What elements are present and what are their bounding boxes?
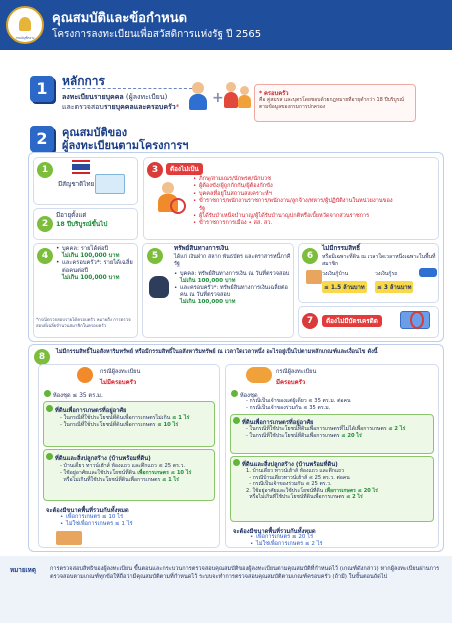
criterion-2-text-b: 18 ปีบริบูรณ์ขึ้นไป (56, 221, 108, 228)
criterion-3-number: 3 (147, 162, 163, 178)
c5-desc: ได้แก่ เงินฝาก สลาก พันธบัตร และตราสารหนี้ภาคีรัฐ (174, 254, 291, 267)
house-icon (56, 531, 82, 545)
check-icon (233, 459, 240, 466)
check-icon (44, 390, 51, 397)
check-icon (46, 405, 53, 412)
family-note-box (254, 84, 416, 122)
prohibited-item: • บุคคลที่อยู่ในสถานสงเคราะห์ฯ (193, 191, 398, 198)
car-icon (419, 268, 437, 277)
c8-text: ไม่มีกรรมสิทธิ์ในอสังหาริมทรัพย์ หรือมีกรรมสิทธิ์ในอสังหาริมทรัพย์ ณ เวลาใดเวลาหนึ่ง อะไรอยู่เป็นไปตามหลักเกณฑ์และเงื่อนไข ดังนี้ (56, 349, 378, 355)
criterion-2-number: 2 (37, 216, 53, 232)
c5-bullet-1: • บุคคล: ทรัพย์สินทางการเงิน ณ วันที่ตรวจสอบ ไม่เกิน 100,000 บาท (174, 271, 292, 285)
plus-icon: + (212, 90, 224, 106)
prohibited-item: • ผู้ได้รับบำเหน็จบำนาญ/ผู้ได้รับบำนาญปกติหรือเบี้ยหวัดจากส่วนราชการ (193, 213, 398, 220)
left-g2-body: - บ้านเดี่ยว ทาวน์เฮ้าส์ ห้องแถว และตึกแถว ≤ 25 ตร.ว. - ใช้อยู่อาศัยและใช้ประโยชน์ที่ดิน เพื่อการเกษตร ≤ 10 ไร่ หรือไม่เกินที่ใช้ประโยชน์ที่ดินเพื่อการเกษตร ≤ 1 ไร่ (60, 463, 192, 483)
single-person-icon (77, 367, 93, 383)
check-icon (46, 453, 53, 460)
right-g2-body: 1. บ้านเดี่ยว ทาวน์เฮ้าส์ ห้องแถว และตึกแถว - กรณีบ้านเดี่ยวทาวน์เฮ้าส์ ≤ 25 ตร.ว. ต่อคน - กรณีเป็นเจ้าของร่วมกัน ≤ 25 ตร.ว. 2. ใช้อยู่อาศัยและใช้ประโยชน์ที่ดิน เพื่อการเกษตร ≤ 20 ไร่ หรือไม่เกินที่ใช้ประโยชน์ที่ดินเพื่อการเกษตร ≤ 2 ไร่ (246, 468, 378, 501)
criterion-2-text-a: มีอายุตั้งแต่ (56, 212, 87, 219)
logo-text: กรมบัญชีกลาง (15, 36, 35, 40)
left-room: ห้องชุด ≤ 35 ตร.ม. (44, 390, 103, 400)
id-card-icon (95, 174, 125, 194)
c4-bullet-1: • บุคคล: รายได้ต่อปี ไม่เกิน 100,000 บาท (56, 246, 136, 260)
right-room-title: ห้องชุด (231, 390, 258, 400)
section2-heading-2: ผู้ลงทะเบียนตามโครงการฯ (62, 139, 189, 152)
left-g1-body: - ในกรณีที่ใช้ประโยชน์ที่ดินเพื่อการเกษตรไม่เกิน ≤ 1 ไร่ - ในกรณีที่ใช้ประโยชน์ที่ดินเพื่อการเกษตร ≤ 10 ไร่ (60, 415, 190, 428)
c7-badge: ต้องไม่มีบัตรเครดิต (322, 315, 382, 327)
credit-card-icon (400, 311, 430, 329)
right-g2-title: ที่ดินและสิ่งปลูกสร้าง (บ้านพร้อมที่ดิน) (233, 459, 338, 469)
criterion-1-text: มีสัญชาติไทย (58, 181, 95, 188)
logo-emblem-icon (19, 17, 31, 31)
right-head-a: กรณีผู้ลงทะเบียน (276, 369, 317, 375)
c5-bullet-2: • และครอบครัว*: ทรัพย์สินทางการเงินเฉลี่ยต่อคน ณ วันที่ตรวจสอบ ไม่เกิน 100,000 บาท (174, 285, 292, 306)
prohibited-item: • ข้าราชการการเมือง • สส. สว. (193, 220, 398, 227)
c5-title: ทรัพย์สินทางการเงิน (174, 245, 229, 252)
criterion-7-number: 7 (302, 313, 318, 329)
criterion-4-number: 4 (37, 248, 53, 264)
s1-line2-b: รายบุคคลและครอบครัว (103, 103, 176, 111)
thai-flag-icon (72, 160, 90, 174)
left-g3-title: จะต้องมีขนาดพื้นที่รวมกันทั้งหมด (46, 508, 129, 514)
page-subtitle: โครงการลงทะเบียนเพื่อสวัสดิการแห่งรัฐ ปี 2565 (52, 29, 262, 40)
family-icon (246, 367, 272, 383)
check-icon (233, 417, 240, 424)
criterion-5-number: 5 (147, 248, 163, 264)
section1-divider (62, 88, 192, 89)
left-head-b: ไม่มีครอบครัว (100, 379, 137, 386)
left-g3-item: • ไม่ใช่เพื่อการเกษตร ≤ 1 ไร่ (60, 521, 133, 528)
left-head-a: กรณีผู้ลงทะเบียน (100, 369, 141, 375)
c6-a-label: วงเงินกู้บ้าน (322, 271, 349, 277)
footer-text: การตรวจสอบสิทธิของผู้ลงทะเบียน ขึ้นตอนและกระบวนการตรวจสอบคุณสมบัติของผู้ลงทะเบียนตามคุณสมบัติที่กำหนดไว้ (เกณฑ์ดังกล่าว) หากผู้ลงทะเบียนผ่านการตรวจสอบตามเกณฑ์ทุกข้อให้ถือว่ามีคุณสมบัติตามที่กำหนดไว้ ระบบจะทำการตรวจสอบคุณสมบัติตามเกณฑ์ครอบครัว (ถ้ามี) ในขั้นตอนถัดไป (50, 566, 440, 580)
right-g1-body: - ในกรณีที่ใช้ประโยชน์ที่ดินเพื่อการเกษตรที่ไม่ได้เพื่อการเกษตร ≤ 2 ไร่ - ในกรณีที่ใช้ประโยชน์ที่ดินเพื่อการเกษตร ≤ 20 ไร่ (246, 426, 406, 439)
criterion-3-badge: ต้องไม่เป็น (166, 163, 203, 175)
c6-title: ไม่มีกรรมสิทธิ์ (322, 245, 361, 252)
criterion-6-number: 6 (302, 248, 318, 264)
s1-line1-bold: ลงทะเบียนรายบุคคล (62, 93, 124, 101)
check-icon (231, 390, 238, 397)
c6-desc: หรือมีเฉพาะที่ดิน ณ เวลาใดเวลาหนึ่งเฉพาะในพื้นที่สมาชิก (322, 254, 436, 267)
right-g3-title: จะต้องมีขนาดพื้นที่รวมกันทั้งหมด (233, 529, 316, 535)
criterion-1-number: 1 (37, 162, 53, 178)
c6-b-value: ≤ 3 ล้านบาท (375, 281, 413, 293)
department-logo (6, 6, 44, 44)
prohibited-item: • ภิกษุ/สามเณร/นักพรต/นักบวช (193, 176, 398, 183)
s1-line1-rest: (ผู้ลงทะเบียน) (123, 93, 168, 101)
section2-heading-1: คุณสมบัติของ (62, 126, 128, 139)
criterion-8-number: 8 (34, 349, 50, 365)
s1-line2-c: * (175, 103, 180, 111)
left-g3-item: • เพื่อการเกษตร ≤ 10 ไร่ (60, 514, 133, 521)
footer-label: หมายเหตุ (10, 567, 36, 574)
family-icon (224, 82, 254, 110)
right-head-b: มีครอบครัว (276, 379, 306, 386)
house-icon (306, 270, 322, 284)
c4-bullet-2: • และครอบครัว*: รายได้เฉลี่ยต่อคนต่อปี ไม่เกิน 100,000 บาท (56, 260, 136, 282)
right-g3-item: • ไม่ใช่เพื่อการเกษตร ≤ 2 ไร่ (250, 541, 323, 548)
section2-number: 2 (30, 126, 54, 152)
prohibited-persons-icon (154, 182, 184, 212)
money-bag-icon (149, 276, 169, 298)
right-g1-title: ที่ดินเพื่อการเกษตรที่อยู่อาศัย (233, 417, 313, 427)
right-room-body: - กรณีเป็นเจ้าของแต่ผู้เดียว ≤ 35 ตร.ม. ต่อคน - กรณีเป็นเจ้าของร่วมกัน ≤ 35 ตร.ม. (246, 398, 351, 411)
section1-number: 1 (30, 76, 54, 102)
page-title: คุณสมบัติและข้อกำหนด (52, 11, 188, 26)
prohibited-item: • ผู้ต้องขัง/ผู้ถูกกักกัน/ผู้ต้องกักขัง (193, 183, 398, 190)
c6-a-value: ≤ 1.5 ล้านบาท (322, 281, 367, 293)
left-g2-title: ที่ดินและสิ่งปลูกสร้าง (บ้านพร้อมที่ดิน) (46, 453, 151, 463)
right-g3-item: • เพื่อการเกษตร ≤ 20 ไร่ (250, 534, 323, 541)
section1-heading: หลักการ (62, 74, 105, 88)
prohibited-item: • ข้าราชการ/พนักงานราชการ/พนักงาน/ลูกจ้าง/ทหาร/ผู้ปฏิบัติงานในหน่วยงานของรัฐ (193, 198, 398, 213)
c6-b-label: วงเงินกู้รถ (375, 271, 398, 277)
c4-footnote: *กรณีตรวจสอบรายได้ครอบครัว หมายถึง การตรวจสอบที่เฉลี่ยจำนวนสมาชิกในครอบครัว (36, 318, 131, 329)
family-note-title: * ครอบครัว (259, 91, 289, 97)
left-g1-title: ที่ดินเพื่อการเกษตรที่อยู่อาศัย (46, 405, 126, 415)
s1-line2-a: และตรวจสอบ (62, 103, 104, 111)
person-icon (187, 82, 209, 110)
family-note-body: คือ คู่สมรส และบุตรโดยชอบด้วยกฎหมายที่อายุต่ำกว่า 18 ปีบริบูรณ์ ตามข้อมูลของกรมการปกครอง (259, 97, 404, 110)
